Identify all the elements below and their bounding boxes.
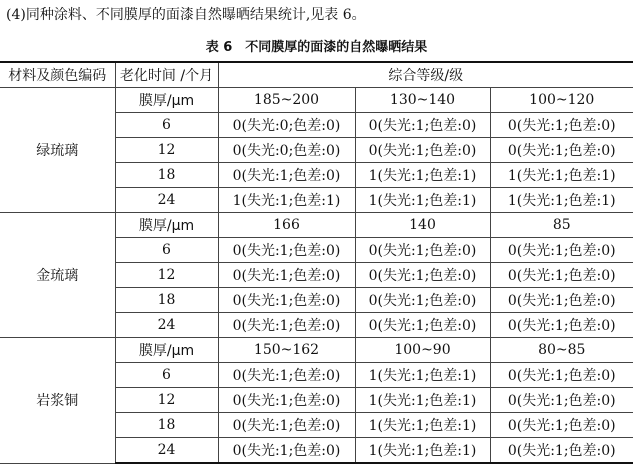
grade-cell: 1(失光:1;色差:1) [355, 413, 490, 438]
header-material: 材料及颜色编码 [0, 62, 115, 88]
results-table [0, 61, 633, 464]
grade-cell: 1(失光:1;色差:1) [490, 188, 633, 213]
thickness-cell: 185~200 [218, 88, 355, 113]
month-cell: 24 [115, 188, 218, 213]
grade-cell: 0(失光:1;色差:0) [355, 313, 490, 338]
intro-paragraph: (4)同种涂料、不同膜厚的面漆自然曝晒结果统计,见表 6。 [6, 7, 366, 23]
grade-cell: 0(失光:1;色差:0) [218, 313, 355, 338]
grade-cell: 0(失光:0;色差:0) [218, 113, 355, 138]
month-cell: 18 [115, 413, 218, 438]
month-cell: 6 [115, 363, 218, 388]
thickness-cell: 166 [218, 213, 355, 238]
grade-cell: 1(失光:1;色差:1) [355, 363, 490, 388]
month-cell: 12 [115, 388, 218, 413]
month-cell: 18 [115, 163, 218, 188]
grade-cell: 0(失光:1;色差:0) [218, 363, 355, 388]
grade-cell: 1(失光:1;色差:1) [355, 438, 490, 464]
thickness-label: 膜厚/μm [115, 338, 218, 363]
grade-cell: 0(失光:1;色差:0) [490, 113, 633, 138]
grade-cell: 0(失光:0;色差:0) [218, 138, 355, 163]
grade-cell: 1(失光:1;色差:1) [355, 388, 490, 413]
grade-cell: 0(失光:1;色差:0) [355, 263, 490, 288]
grade-cell: 0(失光:1;色差:0) [218, 163, 355, 188]
material-cell: 岩浆铜 [0, 338, 115, 464]
grade-cell: 0(失光:1;色差:0) [490, 413, 633, 438]
grade-cell: 0(失光:1;色差:0) [490, 238, 633, 263]
grade-cell: 0(失光:1;色差:0) [218, 288, 355, 313]
grade-cell: 0(失光:1;色差:0) [355, 113, 490, 138]
grade-cell: 1(失光:1;色差:1) [218, 188, 355, 213]
thickness-row [0, 338, 633, 363]
grade-cell: 1(失光:1;色差:1) [490, 163, 633, 188]
thickness-cell: 100~120 [490, 88, 633, 113]
month-cell: 24 [115, 438, 218, 464]
table-caption: 表 6 不同膜厚的面漆的自然曝晒结果 [205, 40, 428, 55]
thickness-row [0, 88, 633, 113]
thickness-cell: 150~162 [218, 338, 355, 363]
month-cell: 18 [115, 288, 218, 313]
thickness-row [0, 213, 633, 238]
grade-cell: 0(失光:1;色差:0) [355, 288, 490, 313]
grade-cell: 0(失光:1;色差:0) [490, 363, 633, 388]
month-cell: 6 [115, 238, 218, 263]
thickness-label: 膜厚/μm [115, 88, 218, 113]
thickness-cell: 100~90 [355, 338, 490, 363]
month-cell: 24 [115, 313, 218, 338]
header-aging: 老化时间 /个月 [115, 62, 218, 88]
grade-cell: 0(失光:1;色差:0) [355, 238, 490, 263]
thickness-label: 膜厚/μm [115, 213, 218, 238]
header-grade: 综合等级/级 [218, 62, 633, 88]
grade-cell: 0(失光:1;色差:0) [490, 388, 633, 413]
material-cell: 金琉璃 [0, 213, 115, 338]
grade-cell: 1(失光:1;色差:1) [355, 188, 490, 213]
month-cell: 12 [115, 263, 218, 288]
grade-cell: 0(失光:1;色差:0) [490, 138, 633, 163]
thickness-cell: 85 [490, 213, 633, 238]
grade-cell: 0(失光:1;色差:0) [218, 413, 355, 438]
grade-cell: 0(失光:1;色差:0) [218, 388, 355, 413]
month-cell: 6 [115, 113, 218, 138]
thickness-cell: 130~140 [355, 88, 490, 113]
thickness-cell: 140 [355, 213, 490, 238]
grade-cell: 0(失光:1;色差:0) [490, 313, 633, 338]
grade-cell: 0(失光:1;色差:0) [355, 138, 490, 163]
month-cell: 12 [115, 138, 218, 163]
grade-cell: 0(失光:1;色差:0) [490, 288, 633, 313]
grade-cell: 0(失光:1;色差:0) [218, 438, 355, 464]
material-cell: 绿琉璃 [0, 88, 115, 213]
thickness-cell: 80~85 [490, 338, 633, 363]
grade-cell: 0(失光:1;色差:0) [490, 438, 633, 464]
grade-cell: 0(失光:1;色差:0) [218, 263, 355, 288]
grade-cell: 1(失光:1;色差:1) [355, 163, 490, 188]
grade-cell: 0(失光:1;色差:0) [218, 238, 355, 263]
grade-cell: 0(失光:1;色差:0) [490, 263, 633, 288]
header-row [0, 62, 633, 88]
